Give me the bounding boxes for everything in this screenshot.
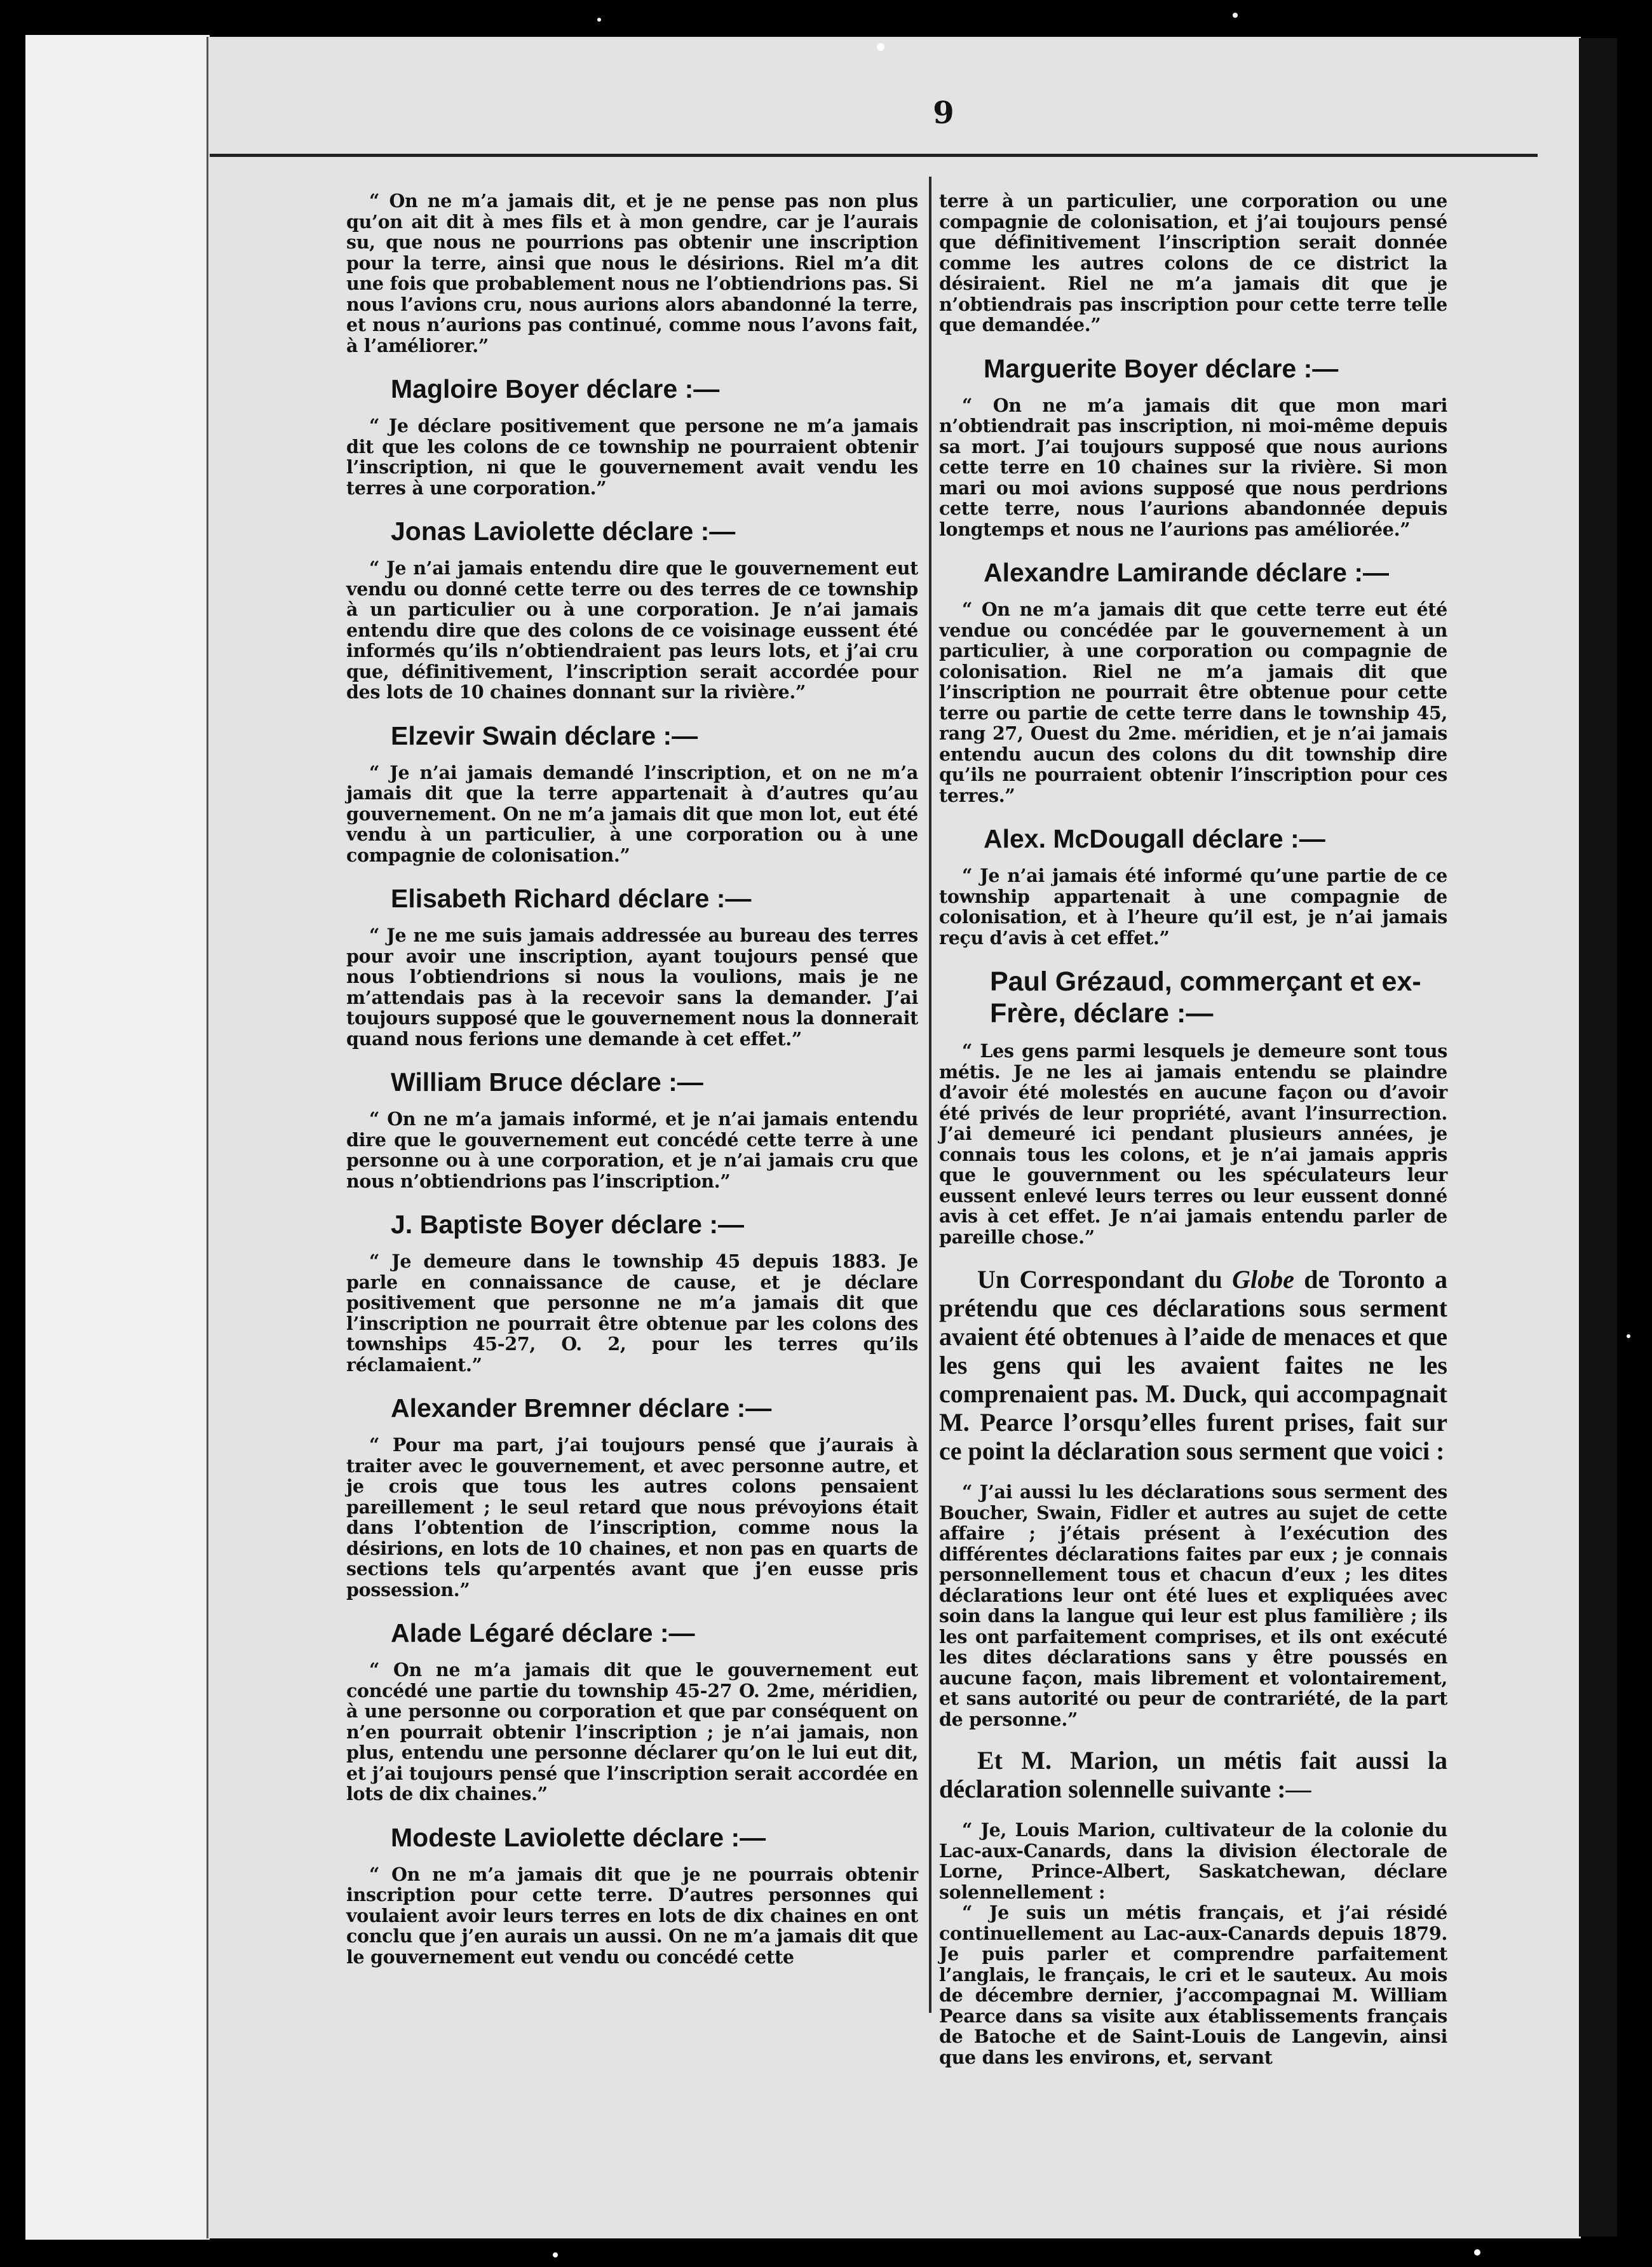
- declarant-heading: Alexandre Lamirande déclare :—: [984, 558, 1390, 587]
- header-rule: [210, 154, 1538, 157]
- declaration-entry: [346, 1822, 918, 1968]
- declarant-heading: Jonas Laviolette déclare :—: [391, 517, 736, 546]
- declaration-text: “ On ne m’a jamais dit, et je ne pense pas non plus qu’on ait dit à mes fils et à mon gendre, car je l’aurais su, que nous ne pourrions pas obtenir une inscription pour la terre, ainsi que nous le désirions. Riel m’a dit une fois que probablement nous ne l’obtiendrions pas. Si nous l’avions cru, nous aurions alors abandonné la terre, et nous n’aurions pas continué, comme nous l’avons fait, à l’améliorer.”: [346, 190, 918, 356]
- declarant-heading: Marguerite Boyer déclare :—: [984, 353, 1339, 383]
- declaration-entry: [346, 1618, 918, 1804]
- declaration-entry: [346, 191, 918, 356]
- declaration-text: “ Je demeure dans le township 45 depuis 1883. Je parle en connaissance de cause, et je déclare positivement que personne ne m’a jamais dit que l’inscription ne pourrait être obtenue par les colons des townships 45-27, O. 2, pour les terres qu’ils réclamaient.”: [346, 1250, 918, 1376]
- declaration-text: terre à un particulier, une corporation ou une compagnie de colonisation, et j’ai toujours pensé que définitivement l’inscription serait donnée comme les autres colons de ce district la désiraient. Riel ne m’a jamais dit que je n’obtiendrais pas inscription pour cette terre telle que demandée.”: [939, 190, 1447, 335]
- declaration-entry: [939, 557, 1447, 806]
- declarant-heading: Elisabeth Richard déclare :—: [391, 884, 752, 913]
- declarant-heading: Paul Grézaud, commerçant et ex-Frère, déclare :—: [990, 966, 1421, 1029]
- declaration-entry: [939, 353, 1447, 540]
- declaration-text: “ Je déclare positivement que persone ne m’a jamais dit que les colons de ce township ne pourraient obtenir l’inscription, ni que le gouvernement avait vendu les terres à une corporation.”: [346, 415, 918, 499]
- marion-statement: [939, 1820, 1447, 2067]
- globe-before: Un Correspondant du: [977, 1265, 1233, 1294]
- left-column: [346, 191, 918, 1985]
- declaration-text: “ Pour ma part, j’ai toujours pensé que j’aurais à traiter avec le gouvernement, et avec personne autre, et je crois que tous les autres colons pensaient pareillement ; le seul retard que nous prévoyions était dans l’obtention de l’inscription, comme nous la désirions, en lots de 10 chaines, et non pas en quarts de sections tels qu’arpentés avant que j’en eusse pris possession.”: [346, 1434, 918, 1600]
- declarant-heading: Alex. McDougall déclare :—: [984, 824, 1325, 853]
- page-number: 9: [933, 95, 954, 131]
- declaration-text: “ On ne m’a jamais informé, et je n’ai jamais entendu dire que le gouvernement eut concédé cette terre à une personne ou à une corporation, et je n’ai jamais cru que nous n’obtiendrions pas l’inscription.”: [346, 1108, 918, 1192]
- declaration-entry: [939, 191, 1447, 335]
- declarant-heading: J. Baptiste Boyer déclare :—: [391, 1210, 744, 1239]
- globe-correspondent-paragraph: [939, 1265, 1447, 1465]
- declarant-heading: Modeste Laviolette déclare :—: [391, 1822, 766, 1852]
- declaration-text: “ On ne m’a jamais dit que mon mari n’obtiendrait pas inscription, ni moi-même depuis sa mort. J’ai toujours supposé que nous aurions cette terre en 10 chaines sur la rivière. Si mon mari ou moi avions supposé que nous perdrions cette terre, nous l’aurions abandonnée depuis longtemps et nous ne l’aurions pas améliorée.”: [939, 394, 1447, 540]
- declarant-heading: Alexander Bremner déclare :—: [391, 1393, 772, 1423]
- declarant-heading: Magloire Boyer déclare :—: [391, 374, 720, 403]
- declarant-heading: Elzevir Swain déclare :—: [391, 721, 698, 750]
- column-divider: [929, 177, 931, 2013]
- declarant-heading: William Bruce déclare :—: [391, 1067, 703, 1097]
- declaration-text: “ On ne m’a jamais dit que je ne pourrais obtenir inscription pour cette terre. D’autres personnes qui voulaient avoir leurs terres en lots de dix chaines en ont conclu que j’en aurais un aussi. On ne m’a jamais dit que le gouvernement eut vendu ou concédé cette: [346, 1863, 918, 1968]
- declarant-heading: Alade Légaré déclare :—: [391, 1618, 695, 1648]
- declaration-entry: [346, 1393, 918, 1600]
- facing-page-edge: [25, 35, 210, 2240]
- declaration-text: “ Je n’ai jamais demandé l’inscription, et on ne m’a jamais dit que la terre appartenait à d’autres qu’au gouvernement. On ne m’a jamais dit que mon lot, eut été vendu à un particulier, à une corporation ou à une compagnie de colonisation.”: [346, 761, 918, 866]
- declaration-text: “ Je ne me suis jamais addressée au bureau des terres pour avoir une inscription, ayant toujours pensé que nous l’obtiendrions si nous la voulions, mais je ne m’attendais pas à la recevoir sans la demander. J’ai toujours supposé que le gouvernement nous la donnerait quand nous ferions une demande à cet effet.”: [346, 924, 918, 1050]
- marion-intro: [939, 1746, 1447, 1803]
- declaration-text: “ Je n’ai jamais été informé qu’une partie de ce township appartenait à une compagnie de colonisation, et à l’heure qu’il est, je n’ai jamais reçu d’avis à cet effet.”: [939, 865, 1447, 949]
- declaration-text: “ Je n’ai jamais entendu dire que le gouvernement eut vendu ou donné cette terre ou des terres de ce township à un particulier ou à une corporation. Je n’ai jamais entendu dire que des colons de ce voisinage eussent été informés qu’ils n’obtiendraient pas leurs lots, et j’ai cru que, définitivement, l’inscription serait accordée pour des lots de 10 chaines donnant sur la rivière.”: [346, 557, 918, 703]
- declaration-entry: [346, 721, 918, 866]
- declaration-entry: [939, 823, 1447, 948]
- declaration-entry: [346, 1067, 918, 1191]
- duck-statement: “ J’ai aussi lu les déclarations sous serment des Boucher, Swain, Fidler et autres au sujet de cette affaire ; j’étais présent à l’exécution des différentes déclarations faites par eux ; je connais personnellement tous et chacun d’eux ; les dites déclarations leur ont été lues et expliquées avec soin dans la langue qui leur est plus familière ; ils les ont parfaitement comprises, et ils ont exécuté les dites déclarations sans y être poussés en aucune façon, mais librement et volontairement, et sans autorité ou peur de contrariété, de la part de personne.”: [939, 1481, 1447, 1730]
- declaration-text: “ On ne m’a jamais dit que le gouvernement eut concédé une partie du township 45-27 O. 2me, méridien, à une personne ou corporation et que par conséquent on n’en pourrait obtenir l’inscription ; je n’ai jamais, non plus, entendu une personne déclarer qu’on le lui eut dit, et j’ai toujours pensé que l’inscription serait accordée en lots de dix chaines.”: [346, 1659, 918, 1804]
- declaration-entry: [346, 883, 918, 1049]
- declaration-entry: [346, 1209, 918, 1375]
- page-shadow: [1579, 38, 1617, 2237]
- marion-paragraph: “ Je suis un métis français, et j’ai résidé continuellement au Lac-aux-Canards depuis 1879. Je puis parler et comprendre parfaitement l’anglais, le français, le cri et le sauteux. Au mois de décembre dernier, j’accompagnai M. William Pearce dans sa visite aux établissements français de Batoche et de Saint-Louis de Langevin, ainsi que dans les environs, et, servant: [939, 1902, 1447, 2068]
- right-column: [939, 191, 1447, 2067]
- marion-intro-text: Et M. Marion, un métis fait aussi la déclaration solennelle suivante :—: [939, 1746, 1447, 1803]
- right-column-entries: [939, 191, 1447, 1247]
- declaration-text: “ On ne m’a jamais dit que cette terre eut été vendue ou concédée par le gouvernement à un particulier, à une corporation ou compagnie de colonisation. Riel ne m’a jamais dit que l’inscription ne pourrait être obtenue pour cette terre ou partie de cette terre dans le township 45, rang 27, Ouest du 2me. méridien, et je n’ai jamais entendu aucun des colons du dit township dire qu’ils ne pourraient obtenir l’inscription pour ces terres.”: [939, 599, 1447, 806]
- globe-after: de Toronto a prétendu que ces déclarations sous serment avaient été obtenues à l’aide de menaces et que les gens qui les avaient faites ne les comprenaient pas. M. Duck, qui accompagnait M. Pearce l’orsqu’elles furent prises, fait sur ce point la déclaration sous serment que voici :: [939, 1265, 1448, 1465]
- declaration-entry: [346, 516, 918, 703]
- declaration-text: “ Les gens parmi lesquels je demeure sont tous métis. Je ne les ai jamais entendu se plaindre d’avoir été molestés en aucune façon ou d’avoir été privés de leur propriété, avant l’insurrection. J’ai demeuré ici pendant plusieurs années, je connais tous les colons, et je n’ai jamais appris que le gouvernment ou les spéculateurs leur eussent enlevé leurs terres ou leur eussent donné avis à cet effet. Je n’ai jamais entendu parler de pareille chose.”: [939, 1040, 1447, 1248]
- globe-newspaper-title: Globe: [1232, 1265, 1294, 1294]
- declaration-entry: [939, 966, 1447, 1247]
- declaration-entry: [346, 374, 918, 498]
- marion-paragraph: “ Je, Louis Marion, cultivateur de la colonie du Lac-aux-Canards, dans la division électorale de Lorne, Prince-Albert, Saskatchewan, déclare solennellement :: [939, 1819, 1447, 1903]
